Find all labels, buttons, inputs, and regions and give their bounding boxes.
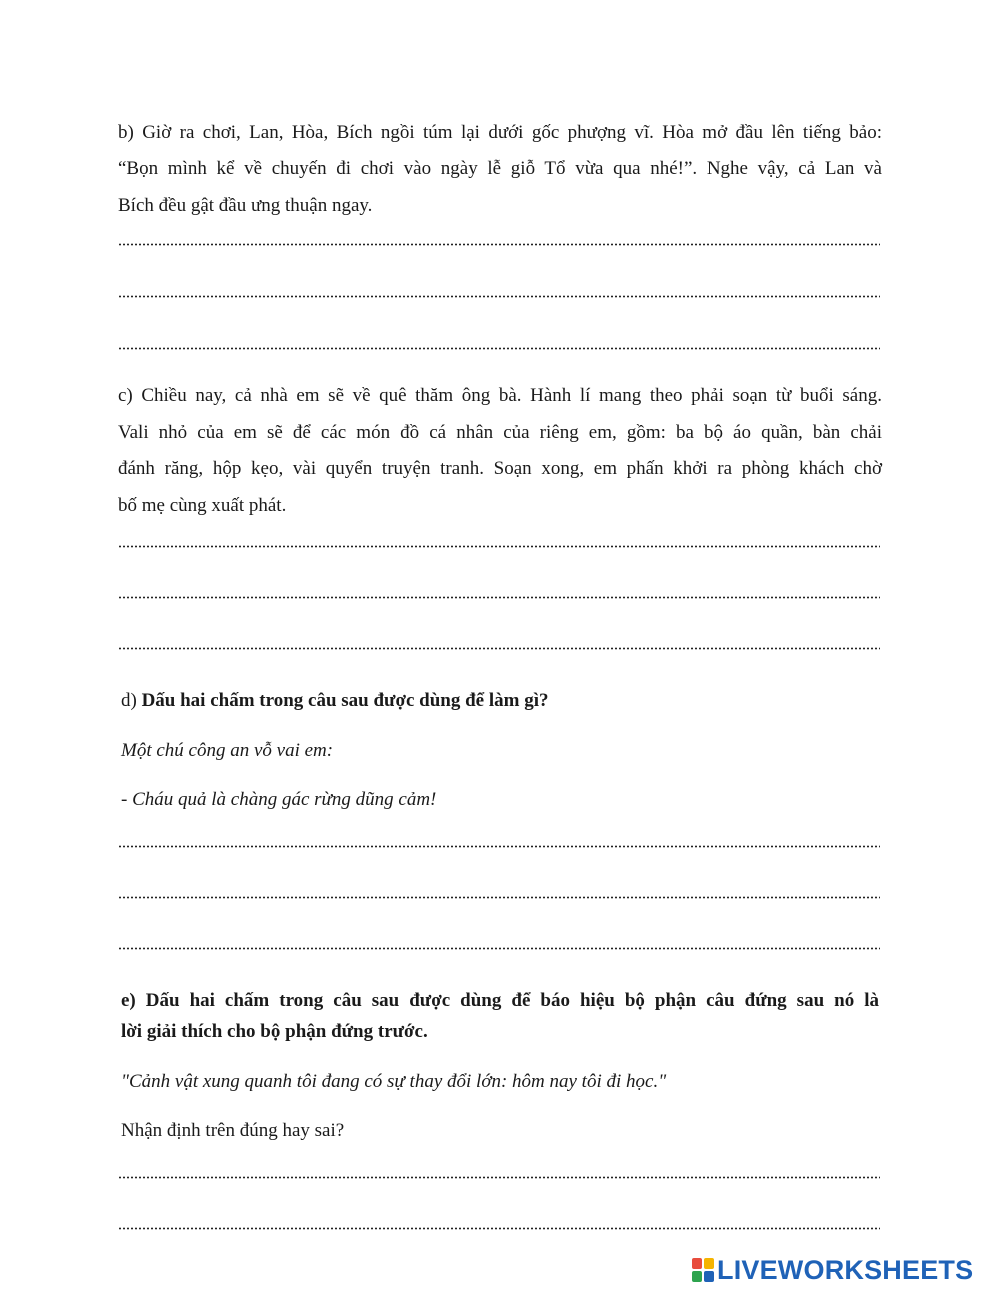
section-c-line-3: đánh răng, hộp kẹo, vài quyển truyện tranh. Soạn xong, em phấn khởi ra phòng khách chờ: [118, 458, 882, 479]
answer-line-c-3[interactable]: [118, 647, 880, 650]
answer-line-d-3[interactable]: [118, 947, 880, 950]
logo-square-red: [692, 1258, 702, 1269]
logo-square-yellow: [704, 1258, 714, 1269]
answer-line-b-2[interactable]: [118, 295, 880, 298]
logo-text: LIVEWORKSHEETS: [717, 1255, 974, 1285]
section-d-label: d): [121, 690, 142, 711]
section-d-quote-line-1: Một chú công an vỗ vai em:: [121, 740, 334, 761]
answer-line-d-2[interactable]: [118, 896, 880, 899]
section-b-line-3: Bích đều gật đầu ưng thuận ngay.: [118, 195, 373, 216]
logo-square-green: [692, 1271, 702, 1282]
answer-line-c-1[interactable]: [118, 545, 880, 548]
liveworksheets-grid-icon: [692, 1258, 714, 1282]
answer-line-c-2[interactable]: [118, 596, 880, 599]
section-e-prompt: Nhận định trên đúng hay sai?: [121, 1120, 345, 1141]
section-d-quote-line-2: - Cháu quả là chàng gác rừng dũng cảm!: [121, 789, 437, 810]
section-b-line-2: “Bọn mình kể về chuyến đi chơi vào ngày lễ giỗ Tổ vừa qua nhé!”. Nghe vậy, cả Lan và: [118, 158, 882, 179]
answer-line-d-1[interactable]: [118, 845, 880, 848]
answer-line-b-1[interactable]: [118, 243, 880, 246]
answer-line-b-3[interactable]: [118, 347, 880, 350]
section-b-line-1: b) Giờ ra chơi, Lan, Hòa, Bích ngồi túm lại dưới gốc phượng vĩ. Hòa mở đầu lên tiếng bảo:: [118, 122, 882, 143]
answer-line-e-1[interactable]: [118, 1176, 880, 1179]
section-c-line-1: c) Chiều nay, cả nhà em sẽ về quê thăm ông bà. Hành lí mang theo phải soạn từ buổi sáng.: [118, 385, 882, 406]
section-c-line-2: Vali nhỏ của em sẽ để các món đồ cá nhân của riêng em, gồm: ba bộ áo quần, bàn chải: [118, 422, 882, 443]
section-d-question: [121, 689, 885, 713]
section-e-question-line-2: lời giải thích cho bộ phận đứng trước.: [121, 1021, 428, 1042]
section-d-question-text: Dấu hai chấm trong câu sau được dùng để làm gì?: [141, 690, 549, 711]
answer-line-e-2[interactable]: [118, 1227, 880, 1230]
section-c-line-4: bố mẹ cùng xuất phát.: [118, 495, 287, 516]
section-e-question-line-1: e) Dấu hai chấm trong câu sau được dùng để báo hiệu bộ phận câu đứng sau nó là: [121, 990, 879, 1011]
logo-square-blue: [704, 1271, 714, 1282]
section-e-quote: "Cảnh vật xung quanh tôi đang có sự thay đổi lớn: hôm nay tôi đi học.": [121, 1071, 667, 1092]
liveworksheets-logo: [692, 1255, 973, 1285]
